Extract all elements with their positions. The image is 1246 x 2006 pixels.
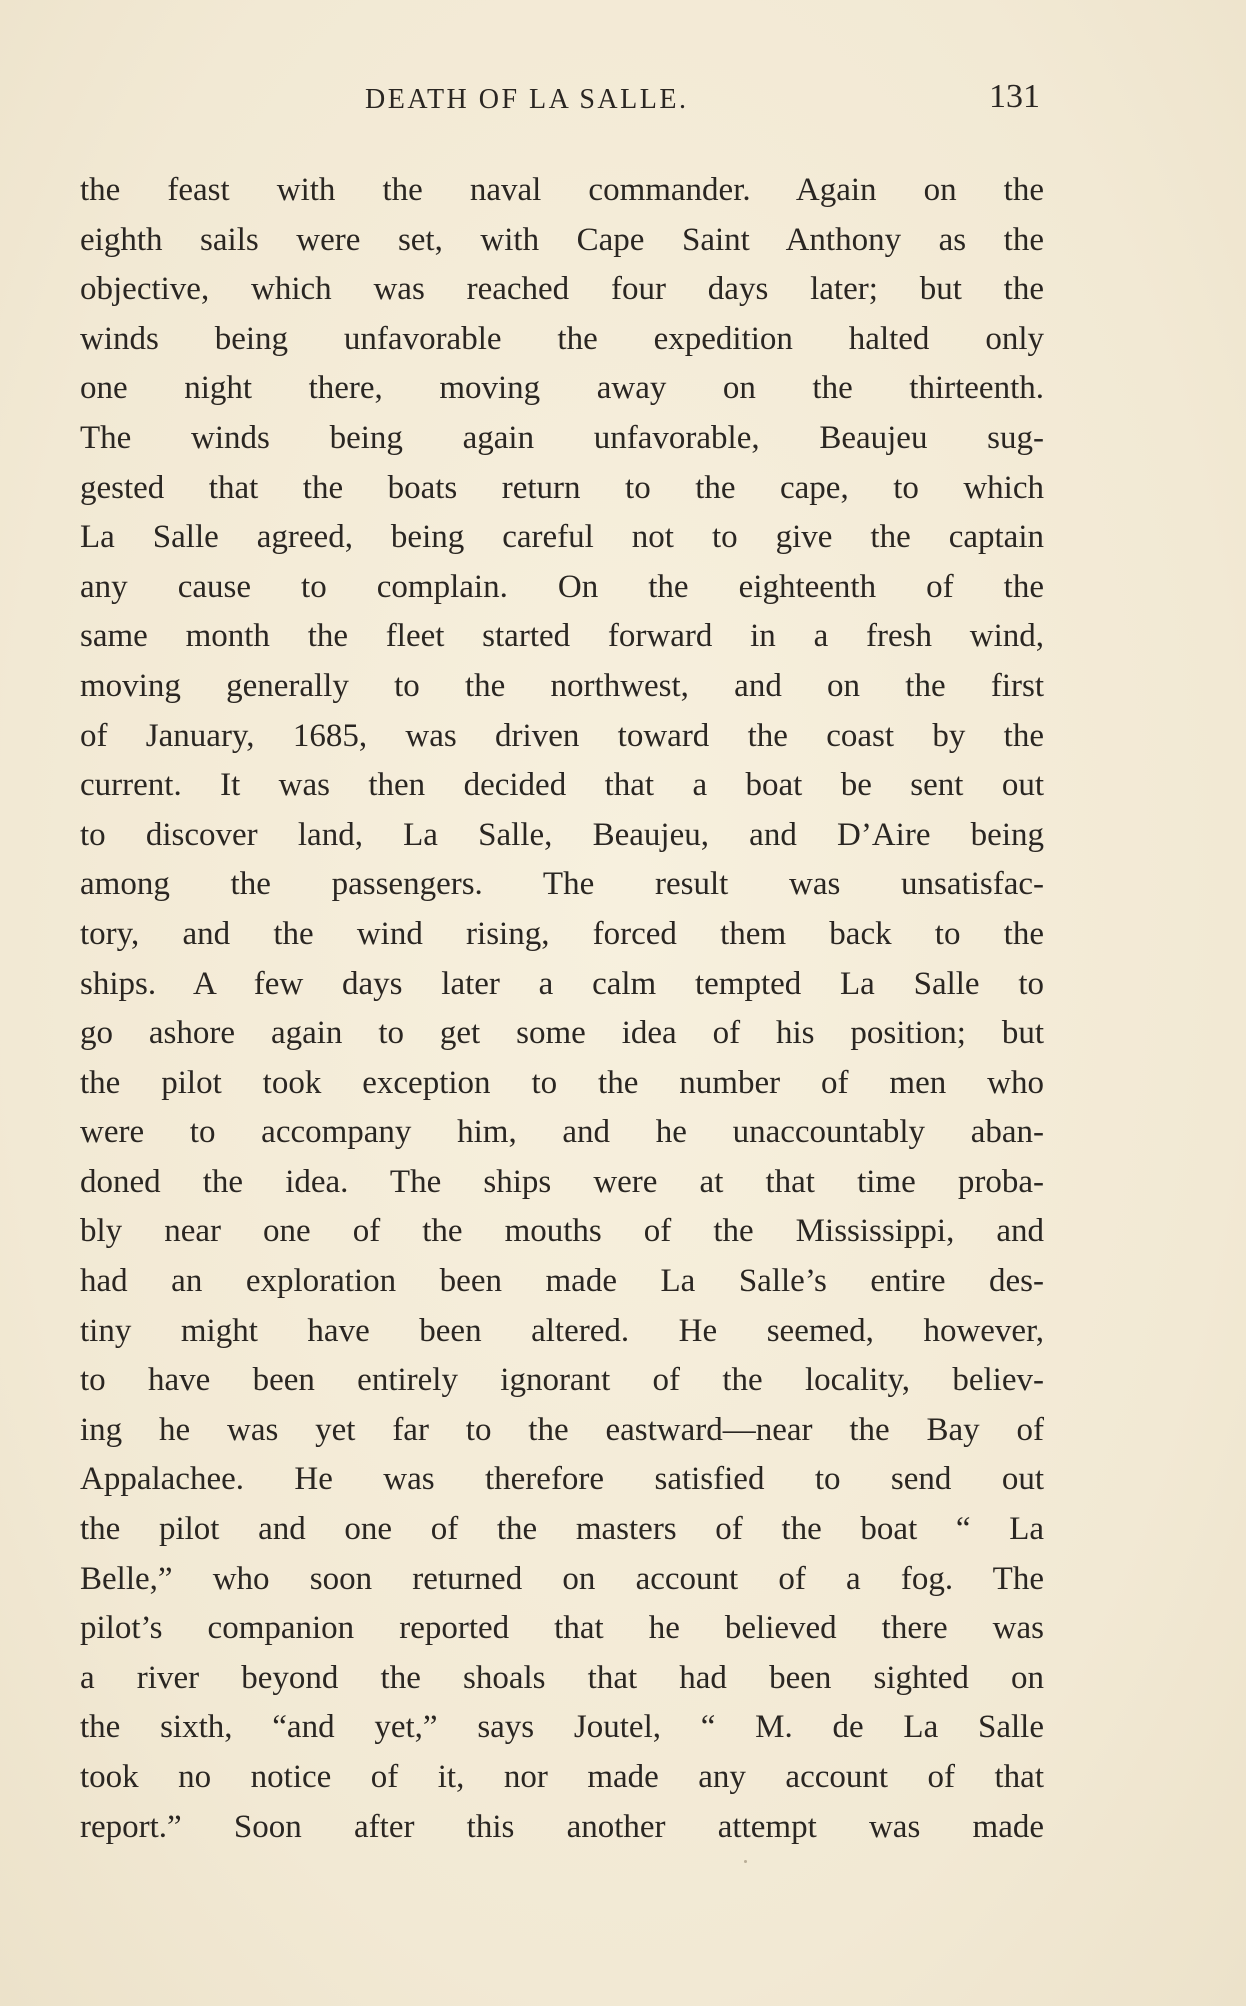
text-line: any cause to complain. On the eighteenth of the [80,568,1044,605]
body-text [80,166,1044,1852]
text-line: doned the idea. The ships were at that time proba- [80,1163,1044,1200]
text-line: gested that the boats return to the cape, to which [80,469,1044,506]
text-line: Belle,” who soon returned on account of a fog. The [80,1560,1044,1597]
text-line: of January, 1685, was driven toward the coast by the [80,717,1044,754]
text-line: the pilot took exception to the number of men who [80,1064,1044,1101]
text-line: took no notice of it, nor made any account of that [80,1759,1044,1795]
running-title: DEATH OF LA SALLE. [365,84,689,115]
text-line: The winds being again unfavorable, Beaujeu sug- [80,419,1044,456]
text-line: ing he was yet far to the eastward—near the Bay of [80,1411,1044,1448]
text-line: bly near one of the mouths of the Mississippi, and [80,1213,1044,1250]
paper-speck [744,1860,747,1863]
text-line: a river beyond the shoals that had been sighted on [80,1659,1044,1696]
text-line: moving generally to the northwest, and on the first [80,667,1044,704]
page-header [80,78,1040,128]
text-line: pilot’s companion reported that he believed there was [80,1610,1044,1647]
text-line: tory, and the wind rising, forced them back to the [80,915,1044,952]
text-line: ships. A few days later a calm tempted La Salle to [80,965,1044,1002]
text-line: eighth sails were set, with Cape Saint Anthony as the [80,221,1044,258]
text-line: had an exploration been made La Salle’s entire des- [80,1263,1044,1300]
text-line: the sixth, “and yet,” says Joutel, “ M. de La Salle [80,1709,1044,1746]
text-line: objective, which was reached four days later; but the [80,271,1044,308]
text-line: to discover land, La Salle, Beaujeu, and D’Aire being [80,816,1044,853]
text-line: to have been entirely ignorant of the locality, believ- [80,1362,1044,1399]
text-line: go ashore again to get some idea of his position; but [80,1015,1044,1052]
text-line: among the passengers. The result was unsatisfac- [80,866,1044,903]
text-line: one night there, moving away on the thirteenth. [80,370,1044,407]
text-line: the pilot and one of the masters of the boat “ La [80,1511,1044,1548]
text-line: the feast with the naval commander. Again on the [80,172,1044,208]
text-line: report.” Soon after this another attempt was made [80,1808,1044,1845]
text-line: Appalachee. He was therefore satisfied to send out [80,1461,1044,1498]
page-number: 131 [989,78,1040,115]
text-line: were to accompany him, and he unaccountably aban- [80,1114,1044,1151]
text-line: same month the fleet started forward in a fresh wind, [80,618,1044,655]
text-line: winds being unfavorable the expedition halted only [80,320,1044,357]
text-line: tiny might have been altered. He seemed, however, [80,1312,1044,1349]
text-line: La Salle agreed, being careful not to give the captain [80,519,1044,556]
text-line: current. It was then decided that a boat be sent out [80,767,1044,804]
